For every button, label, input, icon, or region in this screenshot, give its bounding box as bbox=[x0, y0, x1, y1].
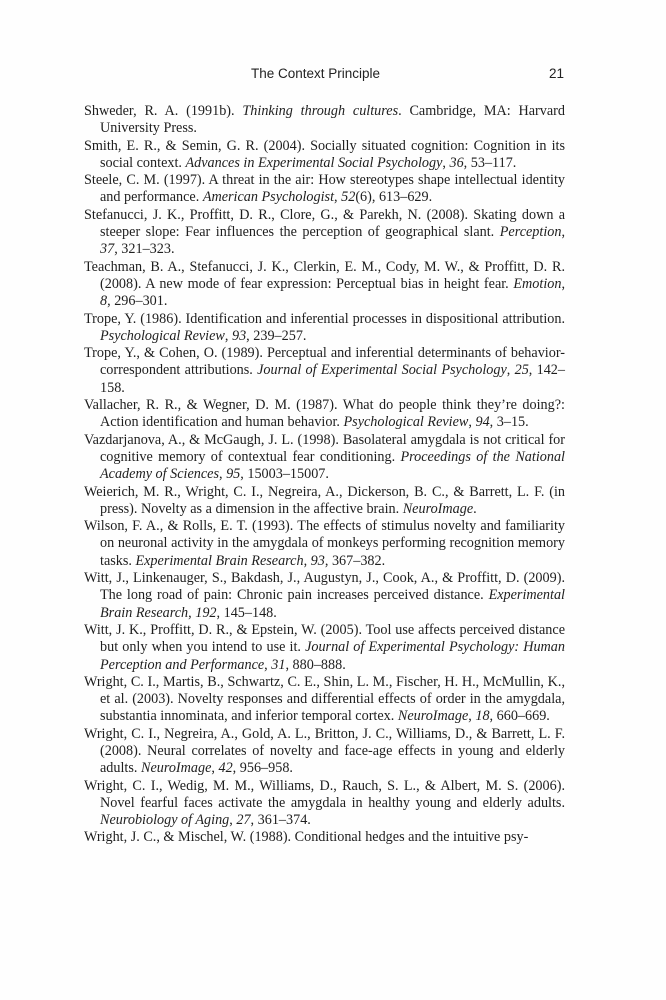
reference-italic-segment: Psychological Review bbox=[343, 414, 469, 431]
reference-italic-segment: Journal of Experimental Social Psychology bbox=[257, 362, 507, 379]
reference-text-segment: Wright, C. I., Martis, B., Schwartz, C. E., Shin, L. M., Fischer, H. H., McMullin, K., et al. (2003). Novelty responses and differential effects of order in the amygdala, substantia innominata, and inferior temporal cortex. bbox=[84, 673, 565, 725]
reference-text-segment: Vallacher, R. R., & Wegner, D. M. (1987). What do people think they’re doing?: Action identification and human behavior. bbox=[84, 397, 565, 431]
reference-text-segment: , bbox=[561, 275, 565, 292]
reference-italic-segment: 94 bbox=[475, 414, 490, 431]
reference-italic-segment: NeuroImage bbox=[397, 708, 469, 725]
reference-text-segment: Smith, E. R., & Semin, G. R. (2004). Socially situated cognition: Cognition in its social context. bbox=[84, 137, 565, 171]
reference-italic-segment: 36 bbox=[449, 154, 464, 171]
reference-text-segment: , bbox=[468, 414, 476, 431]
reference-entry bbox=[84, 674, 565, 726]
reference-italic-segment: Psychological Review bbox=[100, 327, 225, 344]
reference-italic-segment: Neurobiology of Aging bbox=[100, 812, 230, 829]
reference-text-segment: Wright, C. I., Wedig, M. M., Williams, D., Rauch, S. L., & Albert, M. S. (2006). Novel fearful faces activate the amygdala in healthy young and elderly adults. bbox=[84, 777, 565, 811]
reference-text-segment: Wright, C. I., Negreira, A., Gold, A. L., Britton, J. C., Williams, D., & Barrett, L. F. (2008). Neural correlates of novelty and face-age effects in young and elderly adults. bbox=[84, 725, 565, 777]
reference-entry bbox=[84, 622, 565, 674]
reference-italic-segment: 37 bbox=[100, 241, 115, 258]
reference-text-segment: , bbox=[218, 466, 227, 483]
reference-text-segment: , 956–958. bbox=[232, 760, 293, 777]
reference-text-segment: , bbox=[506, 362, 515, 379]
reference-text-segment: Weierich, M. R., Wright, C. I., Negreira, A., Dickerson, B. C., & Barrett, L. F. (in press). Novelty as a dimension in the affective brain. bbox=[84, 483, 565, 517]
reference-text-segment: , bbox=[334, 189, 342, 206]
reference-italic-segment: Advances in Experimental Social Psychology bbox=[185, 154, 443, 171]
reference-italic-segment: Journal of Experimental Psychology: Human Perception and Performance bbox=[100, 639, 565, 673]
reference-text-segment: Wilson, F. A., & Rolls, E. T. (1993). The effects of stimulus novelty and familiarity on neuronal activity in the amygdala of monkeys performing recognition memory tasks. bbox=[84, 518, 565, 569]
reference-entry bbox=[84, 778, 565, 830]
running-head bbox=[0, 66, 666, 86]
reference-italic-segment: 31 bbox=[271, 656, 286, 673]
reference-entry bbox=[84, 570, 565, 622]
reference-text-segment: , 53–117. bbox=[463, 154, 517, 171]
reference-text-segment: , 367–382. bbox=[324, 552, 386, 569]
reference-text-segment: , 880–888. bbox=[285, 656, 346, 673]
reference-text-segment: (6), 613–629. bbox=[355, 189, 433, 206]
reference-entry bbox=[84, 518, 565, 570]
reference-text-segment: Stefanucci, J. K., Proffitt, D. R., Clore, G., & Parekh, N. (2008). Skating down a steeper slope: Fear influences the perception of geographical slant. bbox=[84, 206, 565, 241]
reference-italic-segment: 52 bbox=[341, 189, 356, 206]
reference-italic-segment: Proceedings of the National Academy of Sciences bbox=[100, 448, 565, 483]
reference-text-segment: , bbox=[303, 552, 311, 569]
reference-italic-segment: Experimental Brain Research bbox=[100, 587, 565, 621]
reference-italic-segment: Emotion bbox=[513, 275, 562, 292]
reference-entry bbox=[84, 432, 565, 484]
reference-italic-segment: 95 bbox=[226, 466, 241, 483]
reference-text-segment: Shweder, R. A. (1991b). bbox=[84, 103, 243, 119]
reference-text-segment: , bbox=[442, 154, 450, 171]
reference-entry bbox=[84, 345, 565, 397]
reference-entry bbox=[84, 172, 565, 207]
reference-text-segment: , bbox=[264, 656, 272, 673]
reference-italic-segment: Thinking through cultures bbox=[242, 103, 399, 119]
reference-text-segment: , 145–148. bbox=[216, 604, 277, 621]
reference-text-segment: Teachman, B. A., Stefanucci, J. K., Clerkin, E. M., Cody, M. W., & Proffitt, D. R. (2008). A new mode of fear expression: Perceptual bias in height fear. bbox=[84, 258, 565, 292]
reference-text-segment: Wright, J. C., & Mischel, W. (1988). Conditional hedges and the intuitive psy- bbox=[84, 829, 529, 846]
reference-italic-segment: 18 bbox=[475, 708, 490, 725]
reference-italic-segment: 8 bbox=[100, 293, 108, 310]
reference-text-segment: , 3–15. bbox=[489, 414, 529, 431]
reference-text-segment: , bbox=[561, 224, 565, 241]
reference-italic-segment: American Psychologist bbox=[202, 189, 335, 206]
reference-text-segment: , 239–257. bbox=[246, 327, 307, 344]
reference-entry bbox=[84, 829, 565, 846]
reference-entry bbox=[84, 311, 565, 346]
running-title: The Context Principle bbox=[251, 66, 381, 81]
reference-italic-segment: 27 bbox=[236, 812, 251, 829]
reference-entry bbox=[84, 259, 565, 311]
reference-text-segment: , 296–301. bbox=[107, 293, 168, 310]
reference-text-segment: , 361–374. bbox=[250, 812, 311, 829]
reference-text-segment: , bbox=[468, 708, 476, 725]
reference-italic-segment: 192 bbox=[195, 604, 217, 621]
reference-italic-segment: 25 bbox=[514, 362, 529, 379]
reference-entry bbox=[84, 207, 565, 259]
reference-italic-segment: NeuroImage bbox=[140, 760, 212, 777]
reference-italic-segment: 42 bbox=[218, 760, 233, 777]
reference-text-segment: , 15003–15007. bbox=[240, 466, 329, 483]
reference-text-segment: Vazdarjanova, A., & McGaugh, J. L. (1998). Basolateral amygdala is not critical for cognitive memory of contextual fear conditioning. bbox=[84, 431, 565, 465]
reference-text-segment: , 660–669. bbox=[489, 708, 550, 725]
reference-text-segment: Trope, Y., & Cohen, O. (1989). Perceptual and inferential determinants of behavior-correspondent attributions. bbox=[84, 345, 565, 379]
reference-italic-segment: 93 bbox=[231, 327, 247, 344]
reference-entry bbox=[84, 726, 565, 778]
reference-text-segment: , bbox=[229, 812, 237, 829]
reference-italic-segment: Experimental Brain Research bbox=[135, 552, 304, 569]
reference-italic-segment: Perception bbox=[499, 224, 562, 241]
reference-text-segment: , bbox=[211, 760, 219, 777]
reference-italic-segment: 93 bbox=[310, 552, 325, 569]
reference-list bbox=[84, 103, 565, 847]
reference-text-segment: , 321–323. bbox=[114, 241, 175, 258]
reference-text-segment: . Cambridge, MA: Harvard University Press. bbox=[100, 103, 565, 137]
reference-text-segment: Witt, J. K., Proffitt, D. R., & Epstein, W. (2005). Tool use affects perceived distance but only when you intend to use it. bbox=[84, 621, 565, 656]
reference-text-segment: , 142–158. bbox=[100, 362, 565, 396]
reference-entry bbox=[84, 138, 565, 173]
reference-italic-segment: NeuroImage bbox=[402, 500, 474, 517]
reference-text-segment: , bbox=[188, 604, 196, 621]
page-number: 21 bbox=[549, 66, 565, 81]
reference-text-segment: Witt, J., Linkenauger, S., Bakdash, J., Augustyn, J., Cook, A., & Proffitt, D. (2009). The long road of pain: Chronic pain increases perceived distance. bbox=[84, 570, 565, 604]
reference-text-segment: Trope, Y. (1986). Identification and inferential processes in dispositional attribution. bbox=[84, 310, 565, 327]
reference-text-segment: . bbox=[473, 500, 477, 517]
reference-entry bbox=[84, 103, 565, 138]
reference-text-segment: Steele, C. M. (1997). A threat in the air: How stereotypes shape intellectual identity and performance. bbox=[84, 172, 565, 206]
reference-entry bbox=[84, 397, 565, 432]
reference-entry bbox=[84, 484, 565, 519]
reference-text-segment: , bbox=[224, 327, 232, 344]
